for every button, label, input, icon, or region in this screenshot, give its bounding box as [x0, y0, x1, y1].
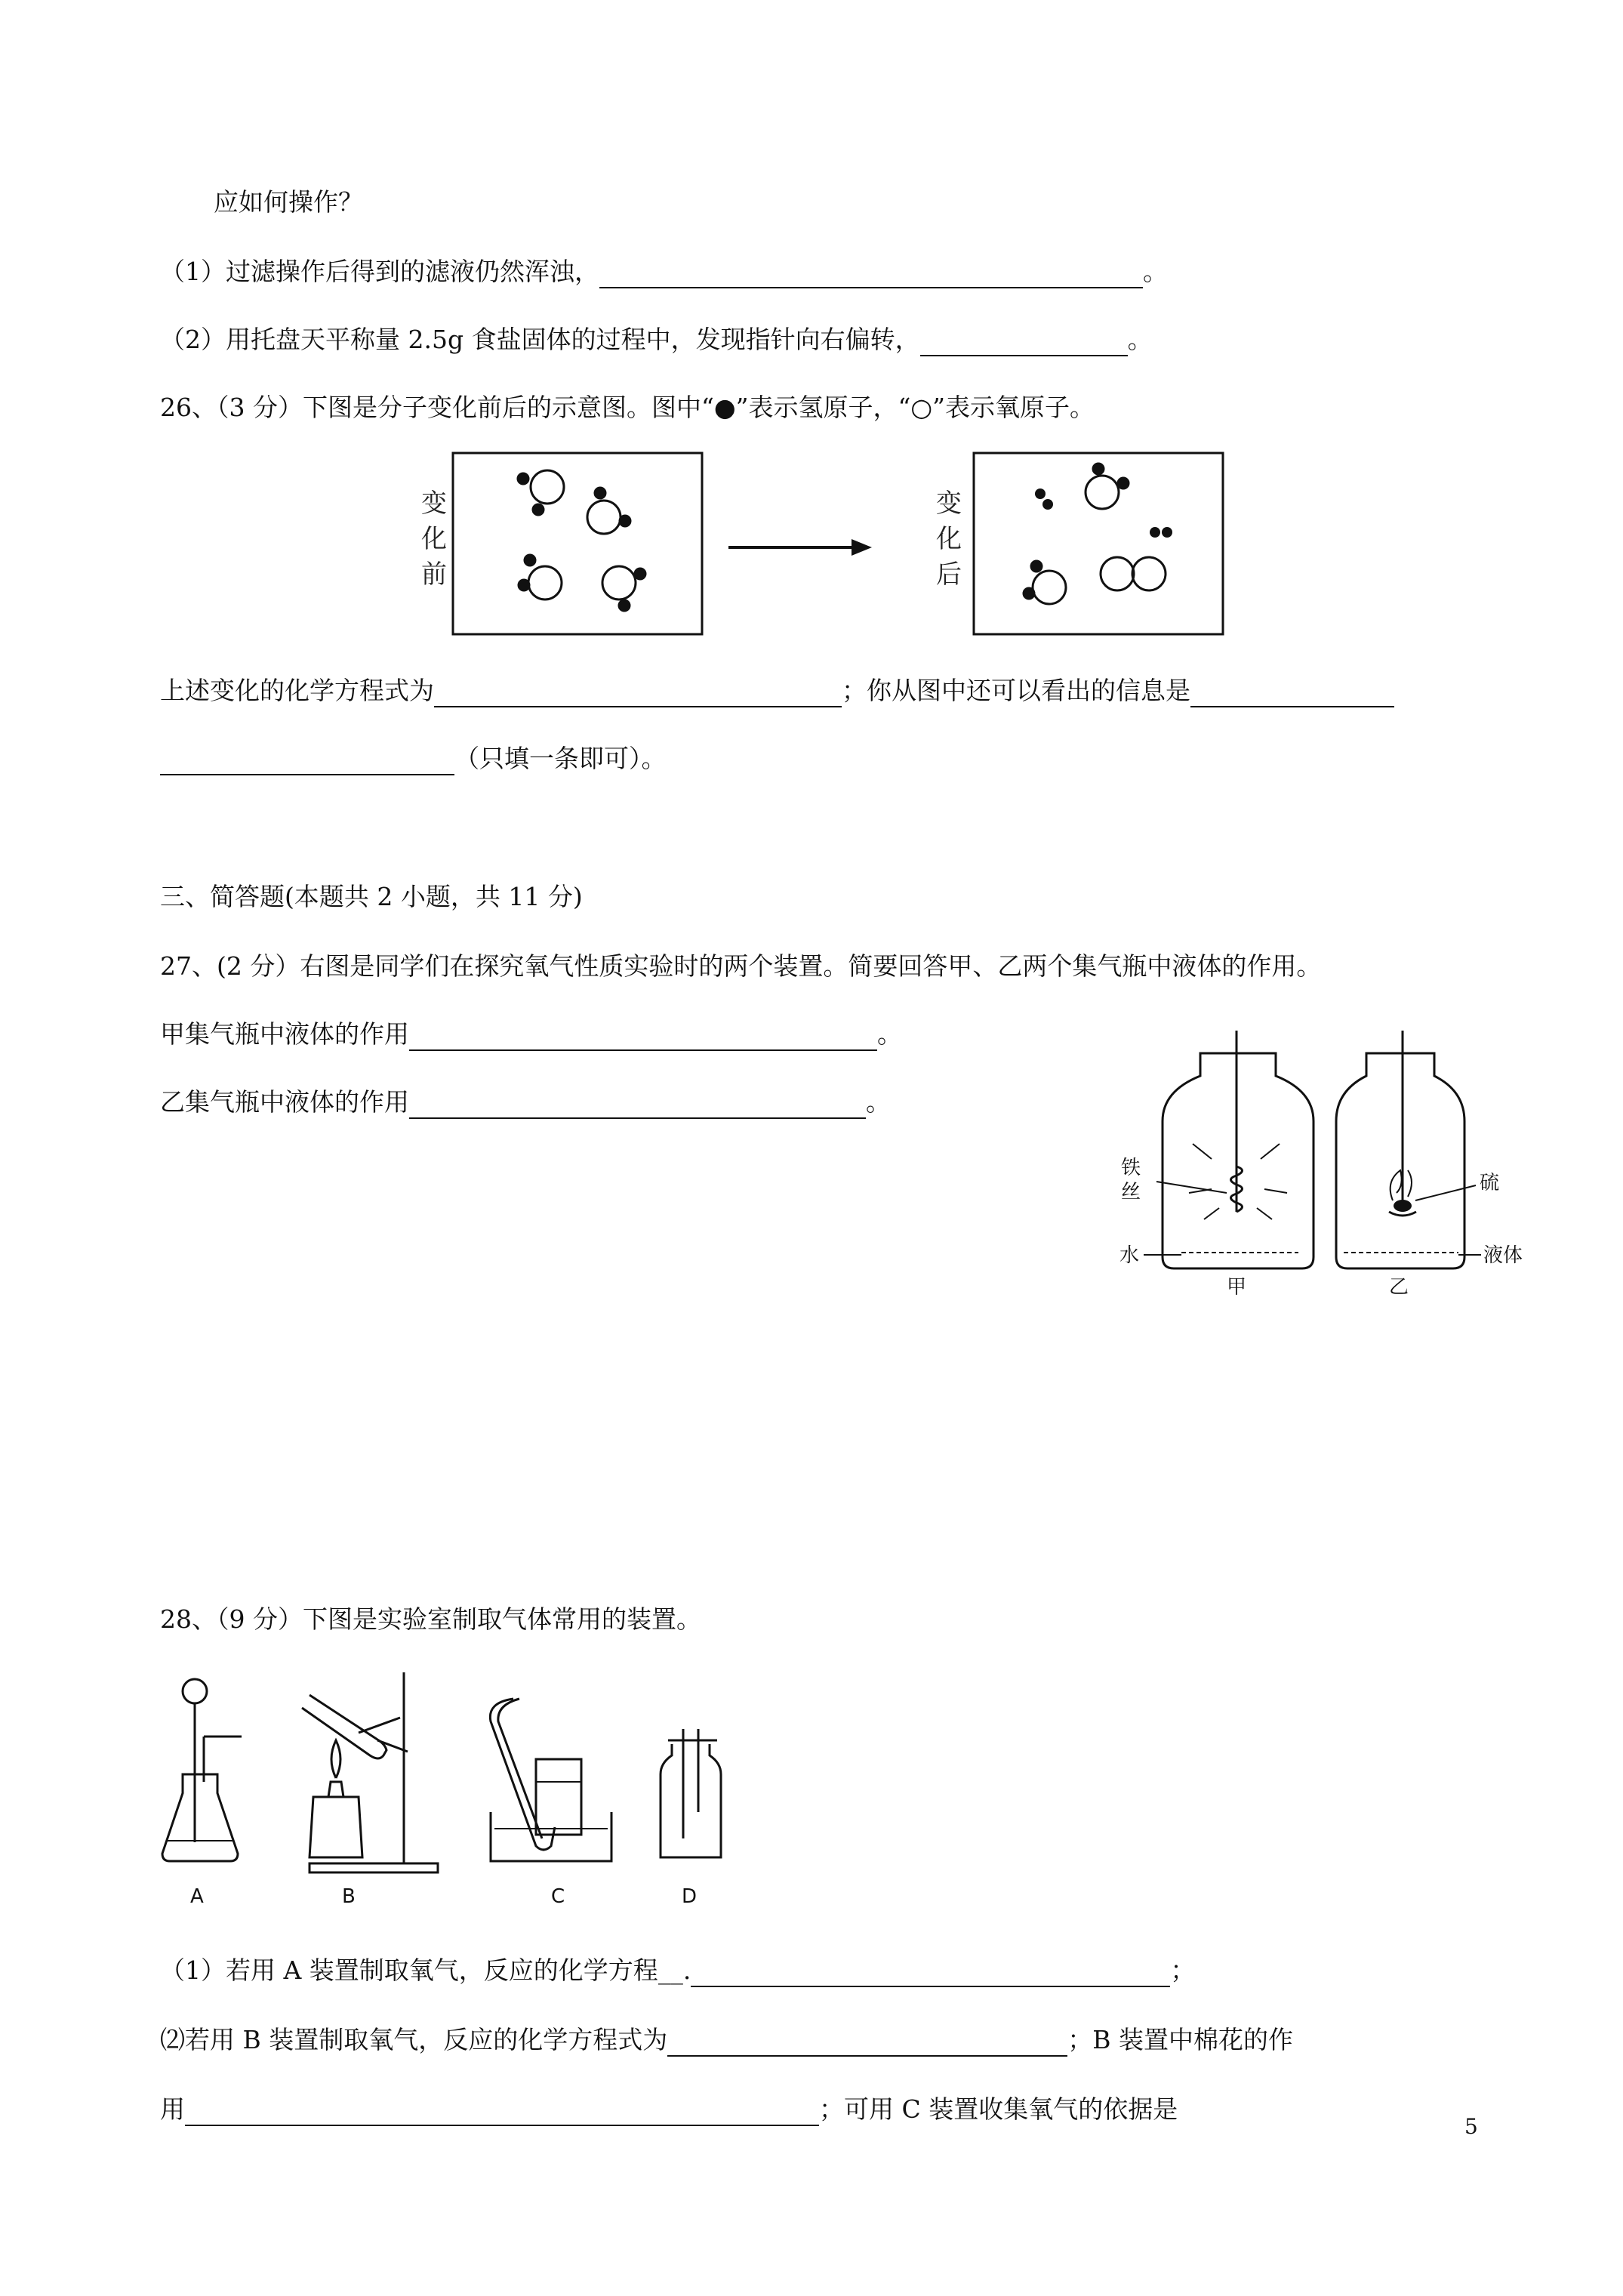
after-label-1: 变 — [936, 488, 962, 519]
molecule-after-water-2 — [1024, 561, 1066, 604]
q25-part1-text: （1）过滤操作后得到的滤液仍然浑浊， — [160, 257, 599, 286]
before-label-2: 化 — [421, 524, 447, 554]
q28-part2 — [160, 2023, 1293, 2057]
molecule-after-h2-1 — [1035, 488, 1053, 510]
molecule-after-h2-2 — [1150, 527, 1172, 538]
q26-equation-blank[interactable] — [434, 679, 842, 707]
label-yi: 乙 — [1389, 1276, 1409, 1299]
label-jia: 甲 — [1227, 1276, 1247, 1299]
q28-part2-text: ⑵若用 B 装置制取氧气，反应的化学方程式为 — [160, 2025, 668, 2054]
label-a: A — [190, 1885, 204, 1908]
q25-part2 — [160, 323, 1153, 356]
q25-continuation: 应如何操作？ — [214, 187, 363, 217]
before-label-3: 前 — [421, 559, 447, 590]
label-iron-wire-2: 丝 — [1121, 1181, 1141, 1203]
label-sulfur: 硫 — [1480, 1172, 1500, 1194]
molecule-before-2 — [587, 488, 630, 534]
q28-part1-end: ； — [1170, 1955, 1196, 1985]
molecule-before-3 — [519, 555, 562, 599]
q27-b-end: 。 — [866, 1087, 891, 1117]
molecule-after-o2 — [1101, 557, 1166, 590]
gas-bottle-diagram — [1117, 1031, 1525, 1318]
after-box — [974, 453, 1223, 634]
molecule-after-water-1 — [1086, 464, 1129, 509]
q28-part2-equation-blank[interactable] — [667, 2028, 1067, 2057]
q25-part2-answer-blank[interactable] — [920, 328, 1128, 356]
q26-stem: 26、（3 分）下图是分子变化前后的示意图。图中“●”表示氢原子，“○”表示氧原子。 — [160, 393, 1095, 422]
q25-part1 — [160, 255, 1168, 288]
bottle-jia — [1163, 1031, 1313, 1268]
q26-equation-label: 上述变化的化学方程式为 — [160, 676, 434, 705]
q27-stem: 27、(2 分）右图是同学们在探究氧气性质实验时的两个装置。简要回答甲、乙两个集气瓶中液体的作用。 — [160, 951, 1322, 981]
reaction-arrow-head — [852, 539, 872, 556]
q28-part1-blank[interactable] — [691, 1959, 1170, 1987]
bottle-yi — [1336, 1031, 1464, 1268]
q26-info-blank-2[interactable] — [160, 747, 454, 775]
q28-part3-basis-text: ；可用 C 装置收集氧气的依据是 — [819, 2094, 1178, 2124]
q25-part2-end: 。 — [1127, 325, 1153, 354]
q27-b-blank[interactable] — [409, 1090, 866, 1119]
q26-info-blank-1[interactable] — [1190, 679, 1394, 707]
page-number: 5 — [1464, 2114, 1478, 2139]
q27-answer-b — [160, 1086, 891, 1119]
sulfur-spoon — [1394, 1200, 1412, 1212]
apparatus-d — [661, 1729, 721, 1857]
q27-b-label: 乙集气瓶中液体的作用 — [160, 1087, 409, 1117]
q26-answer-line1 — [160, 674, 1394, 707]
q28-part3-text: 用 — [160, 2094, 185, 2124]
q25-part1-answer-blank[interactable] — [599, 260, 1143, 288]
label-iron-wire-1: 铁 — [1121, 1157, 1141, 1179]
q27-a-label: 甲集气瓶中液体的作用 — [160, 1019, 409, 1049]
before-box — [453, 453, 702, 634]
label-liquid: 液体 — [1483, 1244, 1523, 1267]
q27-answer-a — [160, 1018, 902, 1051]
label-c: C — [551, 1885, 565, 1908]
q28-part2-cotton-text: ；B 装置中棉花的作 — [1067, 2025, 1293, 2054]
q26-answer-line2 — [160, 742, 667, 775]
iron-wire-pointer — [1156, 1182, 1227, 1193]
q28-part1 — [160, 1954, 1195, 1987]
molecule-change-diagram — [400, 445, 1246, 642]
before-label-1: 变 — [421, 488, 447, 519]
q28-part1-mark: __. — [658, 1955, 691, 1985]
after-label-3: 后 — [936, 559, 962, 590]
q27-a-end: 。 — [877, 1019, 902, 1049]
after-label-2: 化 — [936, 524, 962, 554]
gas-apparatus-diagram — [159, 1661, 823, 1918]
q26-info-label: ；你从图中还可以看出的信息是 — [842, 676, 1190, 705]
apparatus-c — [490, 1699, 611, 1861]
q28-stem: 28、（9 分）下图是实验室制取气体常用的装置。 — [160, 1604, 701, 1634]
q25-part2-text: （2）用托盘天平称量 2.5g 食盐固体的过程中，发现指针向右偏转， — [160, 325, 920, 354]
q28-part3 — [160, 2093, 1178, 2126]
molecule-before-1 — [518, 470, 564, 515]
q27-a-blank[interactable] — [409, 1022, 877, 1051]
apparatus-a — [162, 1679, 242, 1861]
apparatus-b — [302, 1672, 438, 1872]
molecule-before-4 — [602, 566, 645, 611]
q28-part3-cotton-blank[interactable] — [185, 2097, 819, 2126]
q26-answer-note: （只填一条即可）。 — [454, 744, 667, 773]
label-b: B — [342, 1885, 356, 1908]
sulfur-pointer — [1415, 1185, 1476, 1200]
label-water: 水 — [1119, 1244, 1140, 1267]
q28-part1-text: （1）若用 A 装置制取氧气，反应的化学方程 — [160, 1955, 658, 1985]
label-d: D — [682, 1885, 698, 1908]
q25-part1-end: 。 — [1143, 257, 1168, 286]
section3-title: 三、简答题(本题共 2 小题，共 11 分) — [160, 882, 583, 911]
